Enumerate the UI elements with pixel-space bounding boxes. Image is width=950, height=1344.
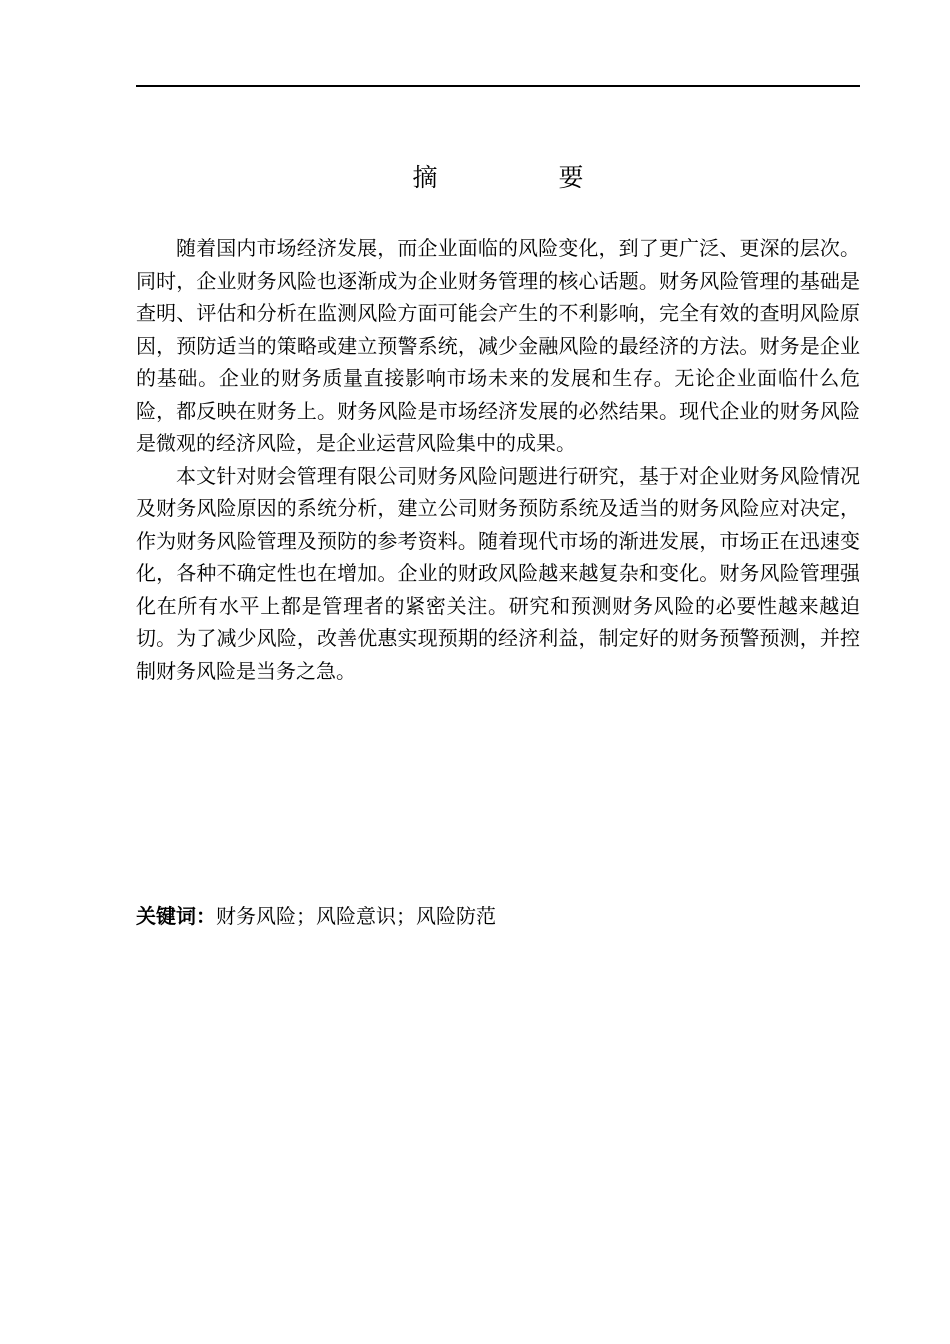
abstract-title: 摘 要 xyxy=(412,163,632,192)
abstract-paragraph-1: 随着国内市场经济发展，而企业面临的风险变化，到了更广泛、更深的层次。同时，企业财务风险也逐渐成为企业财务管理的核心话题。财务风险管理的基础是查明、评估和分析在监测风险方面可能会产生的不利影响，完全有效的查明风险原因，预防适当的策略或建立预警系统，减少金融风险的最经济的方法。财务是企业的基础。企业的财务质量直接影响市场未来的发展和生存。无论企业面临什么危险，都反映在财务上。财务风险是市场经济发展的必然结果。现代企业的财务风险是微观的经济风险，是企业运营风险集中的成果。 xyxy=(136,236,860,455)
keywords-line xyxy=(136,901,860,931)
abstract-paragraph-2: 本文针对财会管理有限公司财务风险问题进行研究，基于对企业财务风险情况及财务风险原因的系统分析，建立公司财务预防系统及适当的财务风险应对决定，作为财务风险管理及预防的参考资料。随着现代市场的渐进发展，市场正在迅速变化，各种不确定性也在增加。企业的财政风险越来越复杂和变化。财务风险管理强化在所有水平上都是管理者的紧密关注。研究和预测财务风险的必要性越来越迫切。为了减少风险，改善优惠实现预期的经济利益，制定好的财务预警预测，并控制财务风险是当务之急。 xyxy=(136,463,860,683)
abstract-body xyxy=(136,232,860,687)
keywords-value: 财务风险；风险意识；风险防范 xyxy=(216,904,496,928)
keywords-label: 关键词： xyxy=(136,904,216,928)
header-rule xyxy=(136,85,860,87)
